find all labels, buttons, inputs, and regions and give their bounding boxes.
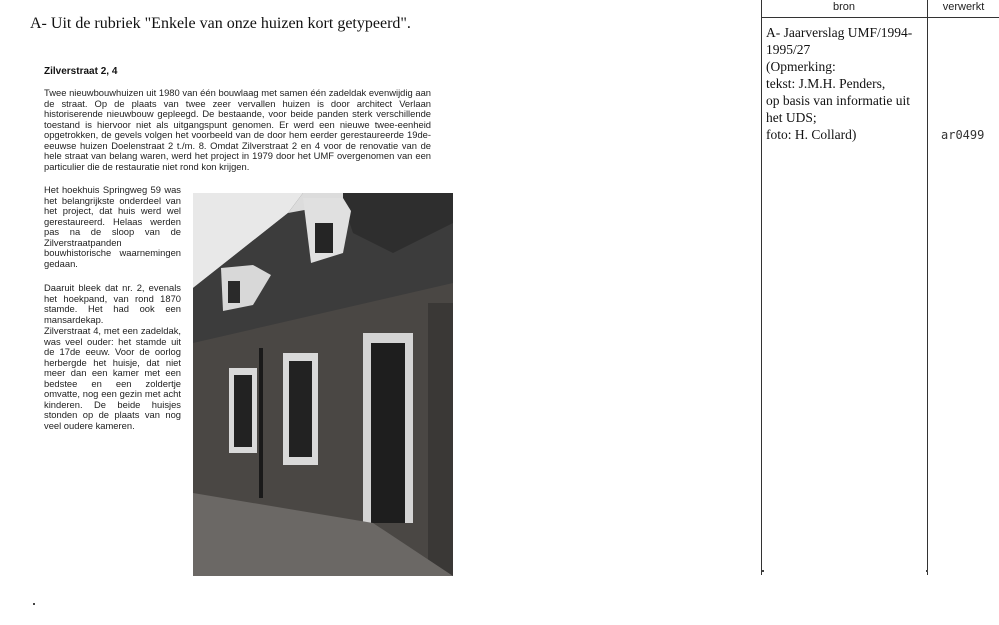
bron-line: het UDS; [766, 110, 817, 125]
article-intro: Twee nieuwbouwhuizen uit 1980 van één bouwlaag met samen één zadeldak evenwijdig aan de straat. Op de plaats van twee zeer vervallen huizen is door architect Verlaan historiserende nieuwbouw gepleegd. De bestaande, voor beide panden sterk verschillende toestand is hiervoor niet als uitgangspunt genomen. Er werd een nieuwe twee-eenheid opgetrokken, de gevels volgen het voorbeeld van de door hem eerder gerestaureerde 19de-eeuwse huizen Doelenstraat 2 t./m. 8. Omdat Zilverstraat 2 en 4 voor de renovatie van de hele straat van belang waren, werd het project in 1979 door het UMF overgenomen van een particulier die de restauratie niet rond kon krijgen. [44, 87, 431, 172]
article-title: Zilverstraat 2, 4 [44, 66, 118, 77]
scan-speck [926, 570, 928, 572]
bron-cell [766, 24, 928, 143]
bron-line: tekst: J.M.H. Penders, [766, 76, 886, 91]
article-paragraph-springweg: Het hoekhuis Springweg 59 was het belangrijkste onderdeel van het project, dat huis werd wel gerestaureerd. Helaas werden pas na de sloop van de Zilverstraatpanden bouwhistorische waarnemingen gedaan. [44, 184, 181, 269]
street-photo [193, 193, 453, 576]
bron-line: op basis van informatie uit [766, 93, 910, 108]
page-heading: A- Uit de rubriek "Enkele van onze huizen kort getypeerd". [30, 15, 411, 32]
bron-line: A- Jaarverslag UMF/1994- [766, 25, 913, 40]
archive-code: ar0499 [941, 128, 985, 142]
table-border-left [761, 0, 762, 575]
scan-speck [762, 570, 764, 572]
bron-line: 1995/27 [766, 42, 811, 57]
bron-line: foto: H. Collard) [766, 127, 857, 142]
column-header-bron: bron [832, 1, 856, 13]
bron-line: (Opmerking: [766, 59, 836, 74]
article-paragraph-nr2: Daaruit bleek dat nr. 2, evenals het hoekpand, van rond 1870 stamde. Het had ook een mansardekap. [44, 282, 181, 325]
scan-speck [33, 603, 35, 605]
table-header-rule [761, 17, 999, 18]
column-header-verwerkt: verwerkt [942, 1, 985, 13]
article-paragraph-nr4: Zilverstraat 4, met een zadeldak, was veel ouder: het stamde uit de 17de eeuw. Voor de oorlog herbergde het huisje, dat niet meer dan een kamer met een bedstee en een zoldertje omvatte, nog een gezin met acht kinderen. De beide huisjes stonden op de plaats van nog veel oudere kameren. [44, 325, 181, 431]
